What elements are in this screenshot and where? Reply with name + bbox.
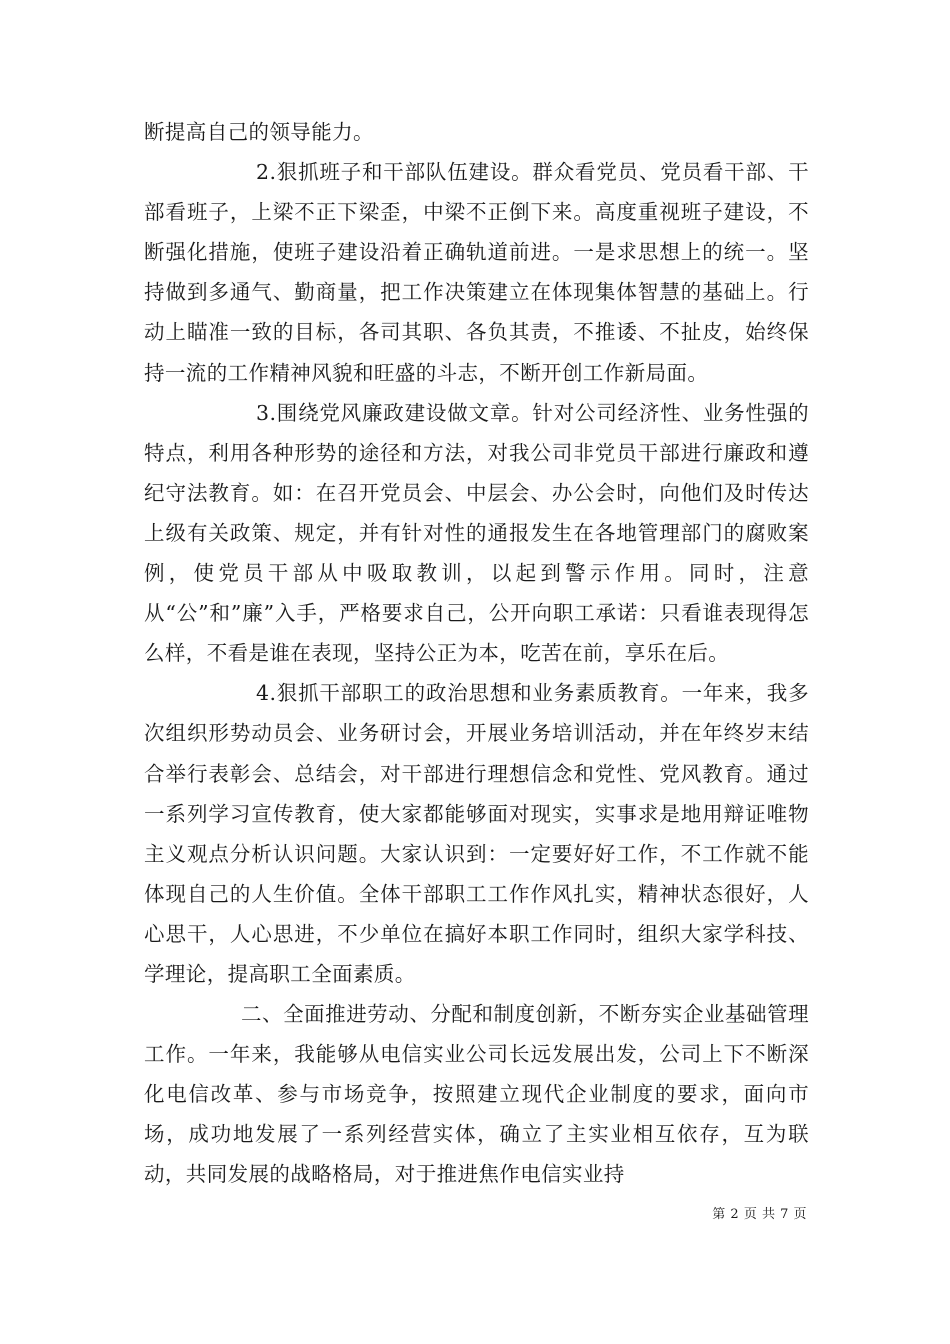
paragraph-item-2: 2.狠抓班子和干部队伍建设。群众看党员、党员看干部、干部看班子，上梁不正下梁歪，中梁不正倒下来。高度重视班子建设，不断强化措施，使班子建设沿着正确轨道前进。一是求思想上的统一。坚持做到多通气、勤商量，把工作决策建立在体现集体智慧的基础上。行动上瞄准一致的目标，各司其职、各负其责，不推诿、不扯皮，始终保持一流的工作精神风貌和旺盛的斗志，不断开创工作新局面。 — [144, 160, 809, 385]
document-body — [144, 112, 809, 1195]
paragraph-section-2: 二、全面推进劳动、分配和制度创新，不断夯实企业基础管理工作。一年来，我能够从电信实业公司长远发展出发，公司上下不断深化电信改革、参与市场竞争，按照建立现代企业制度的要求，面向市场，成功地发展了一系列经营实体，确立了主实业相互依存，互为联动，共同发展的战略格局，对于推进焦作电信实业持 — [144, 1002, 809, 1187]
paragraph-continuation: 断提高自己的领导能力。 — [144, 120, 374, 144]
paragraph-item-4: 4.狠抓干部职工的政治思想和业务素质教育。一年来，我多次组织形势动员会、业务研讨会，开展业务培训活动，并在年终岁末结合举行表彰会、总结会，对干部进行理想信念和党性、党风教育。通过一系列学习宣传教育，使大家都能够面对现实，实事求是地用辩证唯物主义观点分析认识问题。大家认识到：一定要好好工作，不工作就不能体现自己的人生价值。全体干部职工工作作风扎实，精神状态很好，人心思干，人心思进，不少单位在搞好本职工作同时，组织大家学科技、学理论，提高职工全面素质。 — [144, 681, 809, 986]
paragraph-item-3: 3.围绕党风廉政建设做文章。针对公司经济性、业务性强的特点，利用各种形势的途径和方法，对我公司非党员干部进行廉政和遵纪守法教育。如：在召开党员会、中层会、办公会时，向他们及时传达上级有关政策、规定，并有针对性的通报发生在各地管理部门的腐败案例，使党员干部从中吸取教训，以起到警示作用。同时，注意从“公”和”廉”入手，严格要求自己，公开向职工承诺：只看谁表现得怎么样，不看是谁在表现，坚持公正为本，吃苦在前，享乐在后。 — [144, 400, 809, 666]
page-number-footer: 第 2 页 共 7 页 — [712, 1207, 807, 1222]
